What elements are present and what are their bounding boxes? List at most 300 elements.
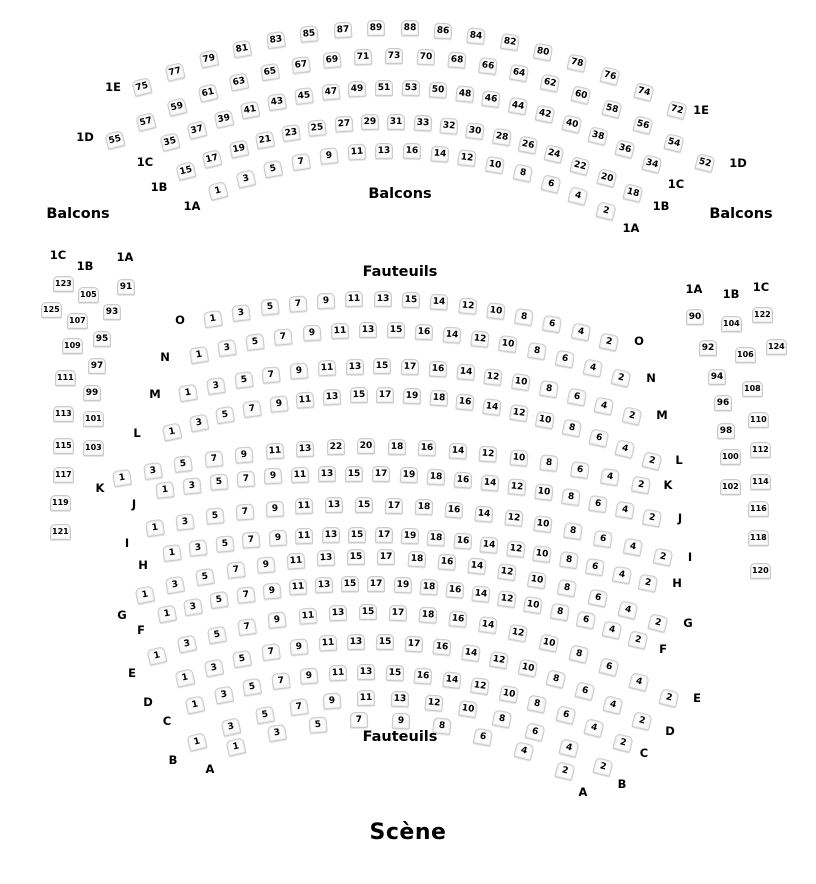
seat-I-18[interactable]: 18 bbox=[415, 499, 434, 516]
seat-D-1[interactable]: 1 bbox=[174, 668, 195, 688]
seat-L-6[interactable]: 6 bbox=[588, 428, 609, 448]
seat-C-13[interactable]: 13 bbox=[357, 664, 375, 680]
seat-1C-44[interactable]: 44 bbox=[508, 96, 528, 115]
seat-C-9[interactable]: 9 bbox=[300, 668, 319, 685]
seat-E-13[interactable]: 13 bbox=[328, 605, 347, 622]
seat-B-12[interactable]: 12 bbox=[424, 694, 443, 712]
seat-N-3[interactable]: 3 bbox=[217, 339, 237, 357]
seat-L-3[interactable]: 3 bbox=[188, 414, 209, 433]
seat-N-14[interactable]: 14 bbox=[443, 326, 462, 343]
seat-H-5[interactable]: 5 bbox=[215, 535, 234, 552]
seat-G-12[interactable]: 12 bbox=[497, 563, 517, 581]
seat-C-3[interactable]: 3 bbox=[213, 686, 234, 705]
seat-K-9[interactable]: 9 bbox=[235, 446, 254, 463]
seat-I-11[interactable]: 11 bbox=[295, 498, 314, 515]
seat-F-11[interactable]: 11 bbox=[288, 579, 307, 596]
seat-E-9[interactable]: 9 bbox=[268, 611, 288, 629]
seat-C-11[interactable]: 11 bbox=[328, 665, 347, 682]
seat-1D-65[interactable]: 65 bbox=[260, 63, 280, 82]
seat-I-8[interactable]: 8 bbox=[563, 522, 583, 540]
seat-N-16[interactable]: 16 bbox=[415, 324, 434, 341]
seat-box-104[interactable]: 104 bbox=[721, 316, 742, 332]
seat-M-17[interactable]: 17 bbox=[401, 359, 419, 376]
seat-G-15[interactable]: 15 bbox=[347, 549, 365, 565]
seat-I-2[interactable]: 2 bbox=[653, 547, 674, 566]
seat-1D-59[interactable]: 59 bbox=[166, 97, 187, 117]
seat-1D-66[interactable]: 66 bbox=[478, 57, 498, 75]
seat-1E-87[interactable]: 87 bbox=[333, 21, 352, 38]
seat-B-4[interactable]: 4 bbox=[558, 738, 579, 758]
seat-F-13[interactable]: 13 bbox=[315, 577, 334, 594]
seat-1D-57[interactable]: 57 bbox=[135, 112, 156, 132]
seat-J-13[interactable]: 13 bbox=[318, 466, 336, 482]
seat-1C-36[interactable]: 36 bbox=[615, 139, 636, 159]
seat-N-4[interactable]: 4 bbox=[582, 358, 603, 377]
seat-K-18[interactable]: 18 bbox=[388, 439, 406, 455]
seat-1C-40[interactable]: 40 bbox=[561, 114, 582, 134]
seat-box-122[interactable]: 122 bbox=[752, 307, 773, 323]
seat-1D-64[interactable]: 64 bbox=[508, 64, 528, 83]
seat-G-16[interactable]: 16 bbox=[437, 553, 456, 570]
seat-box-111[interactable]: 111 bbox=[55, 370, 76, 386]
seat-C-10[interactable]: 10 bbox=[499, 684, 520, 703]
seat-1E-75[interactable]: 75 bbox=[131, 77, 152, 97]
seat-J-19[interactable]: 19 bbox=[399, 467, 418, 484]
seat-B-9[interactable]: 9 bbox=[323, 692, 342, 709]
seat-M-15[interactable]: 15 bbox=[373, 358, 391, 374]
seat-A-2[interactable]: 2 bbox=[554, 761, 575, 781]
seat-D-7[interactable]: 7 bbox=[261, 643, 281, 661]
seat-B-13[interactable]: 13 bbox=[391, 691, 410, 708]
seat-M-14[interactable]: 14 bbox=[456, 364, 475, 381]
seat-box-103[interactable]: 103 bbox=[83, 440, 104, 456]
seat-E-5[interactable]: 5 bbox=[207, 625, 227, 644]
seat-C-14[interactable]: 14 bbox=[442, 671, 462, 689]
seat-G-10[interactable]: 10 bbox=[527, 570, 547, 589]
seat-E-16[interactable]: 16 bbox=[448, 610, 468, 628]
seat-G-3[interactable]: 3 bbox=[165, 576, 185, 595]
seat-C-5[interactable]: 5 bbox=[242, 678, 262, 696]
seat-J-18[interactable]: 18 bbox=[426, 469, 445, 486]
seat-1A-4[interactable]: 4 bbox=[568, 186, 589, 206]
seat-D-8[interactable]: 8 bbox=[546, 669, 567, 689]
seat-1B-20[interactable]: 20 bbox=[596, 169, 617, 189]
seat-1B-19[interactable]: 19 bbox=[228, 139, 249, 158]
seat-J-9[interactable]: 9 bbox=[264, 468, 283, 485]
seat-C-1[interactable]: 1 bbox=[184, 695, 205, 714]
seat-1E-83[interactable]: 83 bbox=[266, 31, 286, 49]
seat-D-12[interactable]: 12 bbox=[489, 650, 509, 669]
seat-F-8[interactable]: 8 bbox=[549, 603, 569, 622]
seat-E-7[interactable]: 7 bbox=[237, 617, 257, 635]
seat-M-1[interactable]: 1 bbox=[178, 384, 198, 403]
seat-1A-10[interactable]: 10 bbox=[485, 155, 505, 174]
seat-1B-33[interactable]: 33 bbox=[413, 115, 432, 132]
seat-G-6[interactable]: 6 bbox=[587, 589, 608, 608]
seat-H-8[interactable]: 8 bbox=[559, 551, 579, 569]
seat-H-3[interactable]: 3 bbox=[189, 539, 209, 557]
seat-J-12[interactable]: 12 bbox=[507, 478, 526, 496]
seat-J-14[interactable]: 14 bbox=[480, 474, 499, 491]
seat-J-2[interactable]: 2 bbox=[642, 509, 662, 528]
seat-O-7[interactable]: 7 bbox=[288, 295, 307, 312]
seat-1B-23[interactable]: 23 bbox=[281, 124, 301, 142]
seat-N-11[interactable]: 11 bbox=[330, 323, 349, 340]
seat-B-10[interactable]: 10 bbox=[458, 700, 478, 718]
seat-G-7[interactable]: 7 bbox=[226, 561, 246, 579]
seat-D-17[interactable]: 17 bbox=[404, 635, 423, 652]
seat-N-5[interactable]: 5 bbox=[245, 333, 265, 351]
seat-M-9[interactable]: 9 bbox=[289, 362, 308, 379]
seat-D-6[interactable]: 6 bbox=[574, 681, 595, 701]
seat-E-15[interactable]: 15 bbox=[359, 604, 377, 620]
seat-1C-34[interactable]: 34 bbox=[641, 154, 662, 174]
seat-1A-5[interactable]: 5 bbox=[263, 160, 284, 179]
seat-F-1[interactable]: 1 bbox=[157, 605, 178, 624]
seat-box-117[interactable]: 117 bbox=[53, 467, 74, 483]
seat-C-16[interactable]: 16 bbox=[414, 667, 433, 684]
seat-F-4[interactable]: 4 bbox=[601, 620, 622, 639]
seat-1C-48[interactable]: 48 bbox=[455, 85, 474, 103]
seat-B-2[interactable]: 2 bbox=[592, 757, 613, 777]
seat-K-13[interactable]: 13 bbox=[296, 440, 315, 457]
seat-G-8[interactable]: 8 bbox=[557, 579, 578, 598]
seat-O-14[interactable]: 14 bbox=[430, 294, 449, 311]
seat-1B-22[interactable]: 22 bbox=[570, 156, 591, 176]
seat-L-14[interactable]: 14 bbox=[482, 398, 502, 416]
seat-K-8[interactable]: 8 bbox=[540, 454, 560, 472]
seat-M-16[interactable]: 16 bbox=[428, 361, 447, 378]
seat-O-9[interactable]: 9 bbox=[317, 292, 336, 309]
seat-box-102[interactable]: 102 bbox=[720, 479, 741, 495]
seat-J-8[interactable]: 8 bbox=[561, 488, 581, 506]
seat-1C-38[interactable]: 38 bbox=[588, 126, 609, 146]
seat-I-4[interactable]: 4 bbox=[623, 538, 644, 557]
seat-A-4[interactable]: 4 bbox=[513, 741, 534, 761]
seat-K-3[interactable]: 3 bbox=[143, 462, 163, 480]
seat-box-91[interactable]: 91 bbox=[117, 279, 135, 295]
seat-J-1[interactable]: 1 bbox=[155, 481, 175, 499]
seat-H-7[interactable]: 7 bbox=[242, 532, 261, 549]
seat-1E-78[interactable]: 78 bbox=[566, 53, 587, 72]
seat-G-2[interactable]: 2 bbox=[647, 613, 668, 633]
seat-1E-89[interactable]: 89 bbox=[367, 20, 385, 36]
seat-box-106[interactable]: 106 bbox=[735, 347, 756, 363]
seat-E-2[interactable]: 2 bbox=[658, 688, 679, 708]
seat-A-6[interactable]: 6 bbox=[472, 727, 493, 746]
seat-B-3[interactable]: 3 bbox=[220, 717, 241, 737]
seat-L-17[interactable]: 17 bbox=[376, 387, 394, 403]
seat-1D-70[interactable]: 70 bbox=[416, 49, 435, 66]
seat-C-8[interactable]: 8 bbox=[527, 694, 548, 713]
seat-A-1[interactable]: 1 bbox=[225, 737, 246, 757]
seat-H-16[interactable]: 16 bbox=[453, 533, 472, 550]
seat-D-2[interactable]: 2 bbox=[631, 711, 652, 731]
seat-E-14[interactable]: 14 bbox=[478, 616, 498, 634]
seat-O-10[interactable]: 10 bbox=[486, 302, 506, 320]
seat-H-18[interactable]: 18 bbox=[427, 530, 446, 547]
seat-box-116[interactable]: 116 bbox=[748, 501, 769, 517]
seat-N-7[interactable]: 7 bbox=[274, 328, 293, 346]
seat-A-9[interactable]: 9 bbox=[391, 713, 410, 730]
seat-1D-58[interactable]: 58 bbox=[601, 99, 622, 119]
seat-box-121[interactable]: 121 bbox=[50, 524, 71, 540]
seat-I-7[interactable]: 7 bbox=[235, 503, 254, 520]
seat-box-115[interactable]: 115 bbox=[53, 438, 74, 454]
seat-I-5[interactable]: 5 bbox=[205, 508, 224, 526]
seat-1C-39[interactable]: 39 bbox=[213, 109, 234, 128]
seat-1C-42[interactable]: 42 bbox=[534, 105, 555, 124]
seat-K-7[interactable]: 7 bbox=[204, 450, 223, 468]
seat-J-15[interactable]: 15 bbox=[345, 466, 363, 482]
seat-E-8[interactable]: 8 bbox=[568, 644, 589, 664]
seat-L-9[interactable]: 9 bbox=[269, 395, 289, 413]
seat-1E-80[interactable]: 80 bbox=[533, 42, 554, 61]
seat-1D-55[interactable]: 55 bbox=[104, 130, 125, 150]
seat-H-6[interactable]: 6 bbox=[585, 558, 605, 577]
seat-M-3[interactable]: 3 bbox=[206, 376, 226, 394]
seat-1A-16[interactable]: 16 bbox=[403, 143, 421, 160]
seat-1D-61[interactable]: 61 bbox=[198, 83, 219, 103]
seat-G-4[interactable]: 4 bbox=[617, 600, 638, 620]
seat-J-3[interactable]: 3 bbox=[182, 477, 201, 495]
seat-O-3[interactable]: 3 bbox=[231, 304, 251, 322]
seat-I-1[interactable]: 1 bbox=[145, 519, 165, 537]
seat-box-108[interactable]: 108 bbox=[742, 381, 763, 397]
seat-I-15[interactable]: 15 bbox=[355, 497, 373, 513]
seat-1B-27[interactable]: 27 bbox=[334, 116, 353, 133]
seat-J-7[interactable]: 7 bbox=[237, 470, 256, 487]
seat-H-11[interactable]: 11 bbox=[295, 528, 314, 545]
seat-A-7[interactable]: 7 bbox=[350, 712, 368, 728]
seat-I-13[interactable]: 13 bbox=[325, 497, 343, 513]
seat-L-7[interactable]: 7 bbox=[242, 400, 262, 418]
seat-box-120[interactable]: 120 bbox=[750, 563, 771, 579]
seat-E-1[interactable]: 1 bbox=[146, 646, 167, 666]
seat-A-5[interactable]: 5 bbox=[309, 716, 328, 734]
seat-1D-68[interactable]: 68 bbox=[447, 52, 466, 69]
seat-box-99[interactable]: 99 bbox=[83, 385, 101, 401]
seat-O-5[interactable]: 5 bbox=[260, 299, 279, 317]
seat-1A-6[interactable]: 6 bbox=[540, 174, 561, 194]
seat-M-13[interactable]: 13 bbox=[345, 358, 363, 374]
seat-F-9[interactable]: 9 bbox=[262, 582, 281, 599]
seat-box-124[interactable]: 124 bbox=[766, 339, 787, 355]
seat-1C-50[interactable]: 50 bbox=[428, 82, 447, 99]
seat-G-13[interactable]: 13 bbox=[317, 550, 336, 567]
seat-1D-56[interactable]: 56 bbox=[632, 115, 653, 135]
seat-K-22[interactable]: 22 bbox=[327, 439, 345, 455]
seat-box-114[interactable]: 114 bbox=[750, 474, 771, 490]
seat-C-2[interactable]: 2 bbox=[612, 733, 633, 753]
seat-box-90[interactable]: 90 bbox=[686, 309, 704, 325]
seat-H-13[interactable]: 13 bbox=[322, 527, 340, 543]
seat-B-8[interactable]: 8 bbox=[491, 709, 512, 728]
seat-E-11[interactable]: 11 bbox=[298, 607, 317, 624]
seat-N-6[interactable]: 6 bbox=[554, 349, 575, 368]
seat-1E-76[interactable]: 76 bbox=[599, 66, 620, 86]
seat-L-12[interactable]: 12 bbox=[509, 403, 529, 421]
seat-1B-17[interactable]: 17 bbox=[202, 149, 223, 169]
seat-I-14[interactable]: 14 bbox=[474, 505, 493, 522]
seat-L-13[interactable]: 13 bbox=[323, 389, 342, 406]
seat-1C-51[interactable]: 51 bbox=[375, 80, 393, 96]
seat-L-16[interactable]: 16 bbox=[456, 393, 475, 411]
seat-box-97[interactable]: 97 bbox=[88, 358, 106, 374]
seat-F-14[interactable]: 14 bbox=[471, 585, 491, 603]
seat-1C-46[interactable]: 46 bbox=[481, 90, 501, 108]
seat-E-4[interactable]: 4 bbox=[628, 672, 649, 692]
seat-1D-62[interactable]: 62 bbox=[539, 73, 560, 92]
seat-1C-35[interactable]: 35 bbox=[159, 132, 180, 152]
seat-1E-86[interactable]: 86 bbox=[433, 22, 452, 39]
seat-box-118[interactable]: 118 bbox=[748, 530, 769, 546]
seat-box-119[interactable]: 119 bbox=[50, 495, 71, 511]
seat-1B-31[interactable]: 31 bbox=[387, 114, 405, 130]
seat-H-15[interactable]: 15 bbox=[348, 527, 366, 543]
seat-1D-71[interactable]: 71 bbox=[354, 48, 373, 65]
seat-L-5[interactable]: 5 bbox=[215, 406, 235, 425]
seat-L-11[interactable]: 11 bbox=[296, 391, 315, 408]
seat-D-15[interactable]: 15 bbox=[376, 634, 394, 650]
seat-F-18[interactable]: 18 bbox=[419, 578, 438, 595]
seat-H-10[interactable]: 10 bbox=[532, 545, 552, 563]
seat-G-5[interactable]: 5 bbox=[195, 568, 215, 586]
seat-E-6[interactable]: 6 bbox=[598, 657, 619, 677]
seat-M-11[interactable]: 11 bbox=[317, 360, 336, 377]
seat-1B-32[interactable]: 32 bbox=[439, 117, 458, 134]
seat-1D-69[interactable]: 69 bbox=[323, 51, 342, 68]
seat-G-1[interactable]: 1 bbox=[135, 585, 156, 604]
seat-M-8[interactable]: 8 bbox=[539, 380, 559, 399]
seat-1D-73[interactable]: 73 bbox=[385, 48, 403, 64]
seat-box-94[interactable]: 94 bbox=[708, 369, 726, 385]
seat-1A-14[interactable]: 14 bbox=[430, 145, 449, 162]
seat-F-3[interactable]: 3 bbox=[183, 597, 203, 616]
seat-1A-1[interactable]: 1 bbox=[207, 181, 228, 201]
seat-K-10[interactable]: 10 bbox=[509, 449, 528, 467]
seat-F-15[interactable]: 15 bbox=[341, 576, 359, 592]
seat-L-15[interactable]: 15 bbox=[350, 387, 368, 403]
seat-I-12[interactable]: 12 bbox=[504, 509, 524, 527]
seat-C-6[interactable]: 6 bbox=[555, 705, 576, 725]
seat-E-10[interactable]: 10 bbox=[538, 633, 559, 652]
seat-N-2[interactable]: 2 bbox=[610, 368, 631, 388]
seat-F-6[interactable]: 6 bbox=[575, 611, 596, 630]
seat-1B-15[interactable]: 15 bbox=[175, 161, 196, 181]
seat-D-11[interactable]: 11 bbox=[318, 635, 337, 652]
seat-O-1[interactable]: 1 bbox=[203, 310, 223, 328]
seat-1B-30[interactable]: 30 bbox=[465, 122, 485, 140]
seat-G-11[interactable]: 11 bbox=[286, 552, 305, 569]
seat-E-17[interactable]: 17 bbox=[389, 604, 407, 621]
seat-I-3[interactable]: 3 bbox=[175, 513, 195, 531]
seat-O-2[interactable]: 2 bbox=[599, 332, 620, 351]
seat-H-19[interactable]: 19 bbox=[401, 528, 420, 545]
seat-I-6[interactable]: 6 bbox=[593, 529, 613, 548]
seat-M-2[interactable]: 2 bbox=[621, 406, 642, 426]
seat-box-112[interactable]: 112 bbox=[750, 442, 771, 458]
seat-1E-74[interactable]: 74 bbox=[633, 82, 654, 102]
seat-box-107[interactable]: 107 bbox=[67, 313, 88, 329]
seat-C-15[interactable]: 15 bbox=[385, 665, 404, 682]
seat-H-1[interactable]: 1 bbox=[162, 544, 182, 562]
seat-O-12[interactable]: 12 bbox=[458, 297, 477, 315]
seat-1C-47[interactable]: 47 bbox=[321, 83, 340, 100]
seat-1A-2[interactable]: 2 bbox=[595, 201, 616, 221]
seat-D-10[interactable]: 10 bbox=[517, 659, 538, 678]
seat-1E-85[interactable]: 85 bbox=[299, 25, 318, 43]
seat-O-13[interactable]: 13 bbox=[374, 291, 392, 307]
seat-C-7[interactable]: 7 bbox=[271, 672, 291, 690]
seat-E-18[interactable]: 18 bbox=[419, 607, 438, 624]
seat-B-6[interactable]: 6 bbox=[525, 722, 546, 742]
seat-box-100[interactable]: 100 bbox=[720, 449, 741, 465]
seat-box-95[interactable]: 95 bbox=[93, 331, 111, 347]
seat-I-9[interactable]: 9 bbox=[265, 500, 284, 517]
seat-N-9[interactable]: 9 bbox=[302, 325, 321, 342]
seat-box-98[interactable]: 98 bbox=[717, 423, 735, 439]
seat-H-14[interactable]: 14 bbox=[480, 536, 499, 554]
seat-O-11[interactable]: 11 bbox=[345, 291, 363, 307]
seat-L-8[interactable]: 8 bbox=[562, 419, 583, 438]
seat-L-19[interactable]: 19 bbox=[403, 388, 422, 405]
seat-M-7[interactable]: 7 bbox=[262, 366, 281, 384]
seat-O-6[interactable]: 6 bbox=[542, 314, 562, 333]
seat-D-14[interactable]: 14 bbox=[461, 643, 481, 661]
seat-1B-21[interactable]: 21 bbox=[255, 131, 275, 150]
seat-N-13[interactable]: 13 bbox=[359, 322, 377, 338]
seat-D-16[interactable]: 16 bbox=[432, 638, 451, 656]
seat-L-18[interactable]: 18 bbox=[429, 390, 448, 407]
seat-box-123[interactable]: 123 bbox=[53, 276, 74, 292]
seat-B-1[interactable]: 1 bbox=[186, 732, 207, 752]
seat-1B-28[interactable]: 28 bbox=[491, 128, 511, 147]
seat-1A-3[interactable]: 3 bbox=[235, 169, 256, 189]
seat-J-10[interactable]: 10 bbox=[534, 483, 554, 501]
seat-G-17[interactable]: 17 bbox=[377, 549, 395, 565]
seat-N-8[interactable]: 8 bbox=[526, 341, 546, 360]
seat-1D-60[interactable]: 60 bbox=[570, 85, 591, 105]
seat-G-14[interactable]: 14 bbox=[467, 558, 487, 576]
seat-F-10[interactable]: 10 bbox=[523, 596, 543, 614]
seat-K-20[interactable]: 20 bbox=[357, 438, 375, 454]
seat-1E-77[interactable]: 77 bbox=[165, 62, 186, 82]
seat-M-4[interactable]: 4 bbox=[594, 396, 615, 415]
seat-box-101[interactable]: 101 bbox=[83, 411, 104, 427]
seat-D-4[interactable]: 4 bbox=[603, 695, 624, 715]
seat-1A-13[interactable]: 13 bbox=[375, 143, 393, 159]
seat-1E-88[interactable]: 88 bbox=[400, 20, 418, 36]
seat-1C-43[interactable]: 43 bbox=[267, 93, 287, 111]
seat-1C-41[interactable]: 41 bbox=[240, 100, 261, 119]
seat-K-5[interactable]: 5 bbox=[173, 455, 193, 473]
seat-H-2[interactable]: 2 bbox=[638, 573, 659, 592]
seat-1A-7[interactable]: 7 bbox=[291, 152, 311, 170]
seat-1E-84[interactable]: 84 bbox=[467, 27, 487, 45]
seat-J-4[interactable]: 4 bbox=[615, 501, 635, 520]
seat-box-92[interactable]: 92 bbox=[699, 340, 717, 356]
seat-D-9[interactable]: 9 bbox=[290, 638, 309, 656]
seat-1B-26[interactable]: 26 bbox=[517, 135, 538, 154]
seat-1B-24[interactable]: 24 bbox=[544, 145, 565, 165]
seat-M-6[interactable]: 6 bbox=[566, 387, 587, 406]
seat-G-9[interactable]: 9 bbox=[256, 556, 275, 574]
seat-L-2[interactable]: 2 bbox=[641, 451, 662, 471]
seat-E-3[interactable]: 3 bbox=[177, 635, 198, 654]
seat-F-12[interactable]: 12 bbox=[497, 590, 517, 608]
seat-1B-29[interactable]: 29 bbox=[361, 114, 379, 130]
